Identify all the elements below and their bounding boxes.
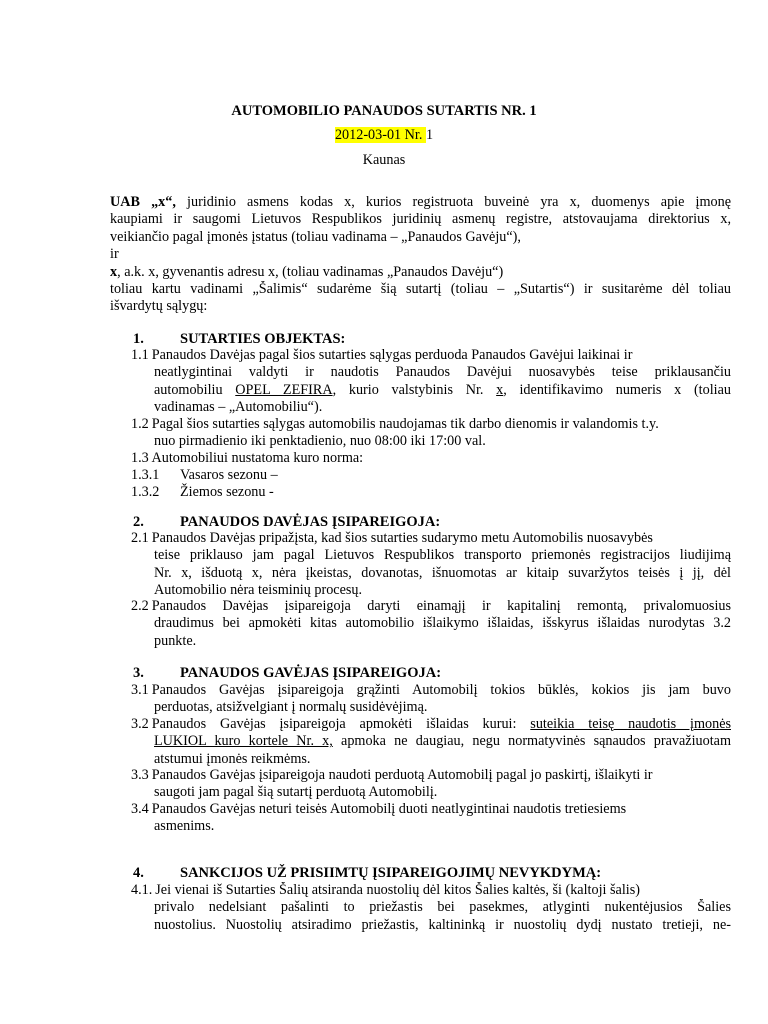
- car-model: OPEL ZEFIRA: [235, 381, 333, 398]
- document-title: AUTOMOBILIO PANAUDOS SUTARTIS NR. 1: [231, 103, 537, 119]
- section-1-heading: 1. SUTARTIES OBJEKTAS:: [133, 331, 346, 347]
- clause-3-2: 3.2 Panaudos Gavėjas įsipareigoja apmokėti išlaidas kurui: suteikia teisę naudotis įmonės LUKIOL kuro kortele Nr. x, apmoka ne daugiau, negu normatyvinės sąnaudos pravažiuotam atstumui įmonės reikmėms.: [131, 716, 731, 767]
- clause-3-4: 3.4 Panaudos Gavėjas neturi teisės Automobilį duoti neatlygintinai naudotis tretiesiems asmenims.: [131, 801, 627, 835]
- person-name: x: [110, 263, 118, 280]
- section-4-heading: 4. SANKCIJOS UŽ PRISIIMTŲ ĮSIPAREIGOJIMŲ NEVYKDYMĄ:: [133, 865, 602, 881]
- clause-3-1: 3.1 Panaudos Gavėjas įsipareigoja grąžinti Automobilį tokios būklės, kokios jis jam buvo perduotas, atsižvelgiant į normalų susidėvėjimą.: [131, 682, 731, 716]
- city-line: Kaunas: [362, 152, 406, 168]
- company-name: UAB „x“,: [110, 194, 176, 210]
- date-number-line: [0, 127, 768, 144]
- clause-3-3: 3.3 Panaudos Gavėjas įsipareigoja naudoti perduotą Automobilį pagal jo paskirtį, išlaikyti ir saugoti jam pagal šią sutartį perduotą Automobilį.: [131, 767, 653, 801]
- contract-number: 1: [425, 127, 434, 143]
- intro-line-4: ir: [110, 246, 119, 263]
- section-3-heading: 3. PANAUDOS GAVĖJAS ĮSIPAREIGOJA:: [133, 665, 442, 681]
- intro-line-5: x, a.k. x, gyvenantis adresu x, (toliau vadinamas „Panaudos Davėju“): [110, 263, 504, 280]
- fuel-card-clause: suteikia teisę naudotis įmonės: [530, 716, 731, 732]
- intro-line-2: kaupiami ir saugomi Lietuvos Respublikos juridinių asmenų registre, atstovaujama direktorius x,: [110, 211, 731, 228]
- clause-1-2: 1.2 Pagal šios sutarties sąlygas automobilis naudojamas tik darbo dienomis ir valandomis t.y. nuo pirmadienio iki penktadienio, nuo 08:00 iki 17:00 val.: [131, 416, 659, 450]
- intro-line-3: veikiančio pagal įmonės įstatus (toliau vadinama – „Panaudos Gavėju“),: [110, 228, 521, 245]
- section-2-heading: 2. PANAUDOS DAVĖJAS ĮSIPAREIGOJA:: [133, 514, 441, 530]
- highlighted-date: 2012-03-01 Nr.: [334, 127, 426, 143]
- intro-line-6: toliau kartu vadinami „Šalimis“ sudarėme šią sutartį (toliau – „Sutartis“) ir susitarėme dėl toliau: [110, 280, 731, 297]
- clause-1-3: 1.3 Automobiliui nustatoma kuro norma:: [131, 450, 364, 466]
- intro-line-7: išvardytų sąlygų:: [110, 298, 208, 315]
- clause-2-2: 2.2 Panaudos Davėjas įsipareigoja daryti einamąjį ir kapitalinį remontą, privalomuosius draudimus bei apmokėti kitas automobilio išlaikymo išlaidas, išskyrus išlaidas nurodytas 3.2 punkte.: [131, 598, 731, 649]
- clause-1-3-2: 1.3.2 Žiemos sezonu -: [131, 484, 274, 500]
- intro-line-1: UAB „x“, juridinio asmens kodas x, kurios registruota buveinė yra x, duomenys apie įmonę: [110, 194, 731, 210]
- clause-4-1: 4.1. Jei vienai iš Sutarties Šalių atsiranda nuostolių dėl kitos Šalies kaltės, ši (kaltoji šalis) privalo nedelsiant pašalinti to priežastis bei pasekmes, atlyginti nukentėjusios Šalies nuostolius. Nuostolių atsiradimo priežastis, kaltininką ir nuostolių dydį nustato tretieji, ne-: [131, 882, 731, 933]
- clause-1-3-1: 1.3.1 Vasaros sezonu –: [131, 467, 278, 483]
- clause-2-1: 2.1 Panaudos Davėjas pripažįsta, kad šios sutarties sudarymo metu Automobilis nuosavybės teise priklauso jam pagal Lietuvos Respublikos transporto priemonės registracijos liudijimą Nr. x, išduotą x, nėra įkeistas, dovanotas, išnuomotas ar kitaip suvaržytos teisės į jį, dėl Automobilio nėra teisminių procesų.: [131, 530, 731, 599]
- fuel-card-name: LUKIOL kuro kortele Nr. x,: [154, 733, 333, 750]
- clause-1-1: 1.1 Panaudos Davėjas pagal šios sutarties sąlygas perduoda Panaudos Gavėjui laikinai ir neatlygintinai valdyti ir naudotis Panaudos Davėjui nuosavybės teise priklausančiu automobiliu OPEL ZEFIRA, kurio valstybinis Nr. x, identifikavimo numeris x (toliau vadinamas – „Automobiliu“).: [131, 347, 731, 416]
- parties-intro: [110, 194, 731, 316]
